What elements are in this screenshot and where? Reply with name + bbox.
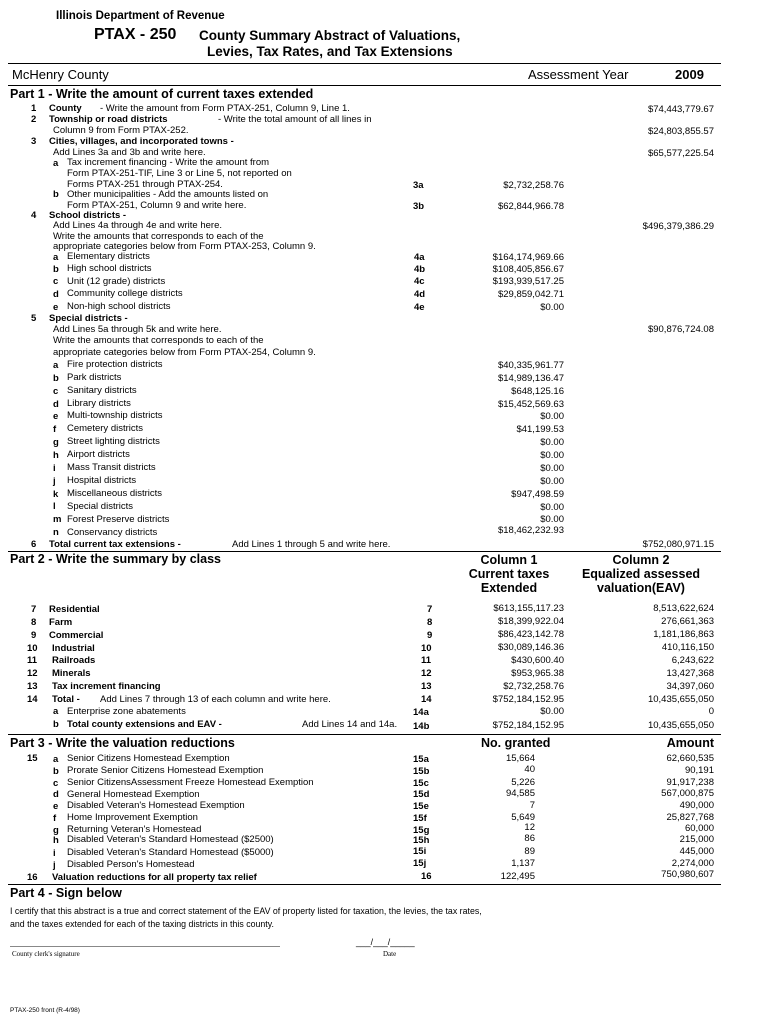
line-letter: n	[53, 527, 59, 538]
part3-title: Part 3 - Write the valuation reductions	[10, 736, 235, 750]
line-number: 10	[27, 643, 38, 654]
class-label: Commercial	[49, 630, 104, 641]
line-letter: a	[53, 706, 59, 717]
assessment-year-value: 2009	[675, 67, 704, 82]
reduction-granted: 1,137	[511, 858, 535, 869]
certification-line2: and the taxes extended for each of the taxing districts in this county.	[10, 919, 274, 929]
line3b-amount: $62,844,966.78	[497, 201, 564, 212]
special-district-label: Library districts	[67, 398, 131, 409]
line14-taxes: $752,184,152.95	[492, 694, 564, 705]
line-number: 7	[31, 604, 37, 615]
signature-label: County clerk's signature	[12, 950, 80, 958]
special-district-label: Cemetery districts	[67, 423, 144, 434]
special-district-label: Fire protection districts	[67, 359, 163, 370]
part2-title: Part 2 - Write the summary by class	[10, 552, 221, 566]
school-district-label: Community college districts	[67, 288, 183, 299]
line3-text: Add Lines 3a and 3b and write here.	[53, 147, 206, 158]
special-district-amount: $14,989,136.47	[497, 373, 564, 384]
school-district-label: Unit (12 grade) districts	[67, 276, 166, 287]
school-district-code: 4a	[414, 252, 425, 263]
line-letter: c	[53, 386, 59, 397]
assessment-year-label: Assessment Year	[528, 67, 629, 82]
class-code: 11	[421, 655, 432, 666]
class-taxes: $2,732,258.76	[503, 681, 564, 692]
special-district-amount: $648,125.16	[511, 386, 564, 397]
reduction-granted: 15,664	[505, 753, 535, 764]
reduction-label: Prorate Senior Citizens Homestead Exemption	[67, 765, 264, 776]
special-district-amount: $18,462,232.93	[497, 525, 564, 536]
line-number: 1	[31, 103, 37, 114]
line-letter: f	[53, 813, 57, 824]
class-eav: 276,661,363	[661, 616, 714, 627]
line-letter: h	[53, 835, 59, 846]
line2-amount: $24,803,855.57	[647, 126, 714, 137]
school-district-amount: $164,174,969.66	[492, 252, 564, 263]
special-district-amount: $0.00	[540, 463, 564, 474]
reduction-amount: 567,000,875	[661, 788, 714, 799]
reduction-granted: 7	[529, 800, 535, 811]
line4-text1: Add Lines 4a through 4e and write here.	[53, 220, 223, 231]
special-district-amount: $0.00	[540, 476, 564, 487]
reduction-amount: 60,000	[684, 823, 714, 834]
line16-granted: 122,495	[500, 871, 535, 882]
reduction-label: Senior Citizens Homestead Exemption	[67, 753, 230, 764]
form-title-line1: County Summary Abstract of Valuations,	[199, 28, 461, 43]
line16-amount: 750,980,607	[661, 869, 714, 880]
line-number: 4	[31, 210, 37, 221]
line-number: 2	[31, 114, 37, 125]
reduction-label: Disabled Veteran's Standard Homestead ($2500)	[67, 834, 274, 845]
line-letter: g	[53, 437, 59, 448]
reduction-amount: 62,660,535	[666, 753, 714, 764]
school-district-amount: $0.00	[540, 302, 564, 313]
line14a-label: Enterprise zone abatements	[67, 706, 186, 717]
class-label: Industrial	[52, 643, 95, 654]
line4-amount: $496,379,386.29	[642, 221, 714, 232]
part1-title: Part 1 - Write the amount of current taxes extended	[10, 87, 314, 101]
class-label: Railroads	[52, 655, 96, 666]
line-letter: d	[53, 789, 59, 800]
line6-label: Total current tax extensions -	[49, 539, 181, 550]
line-letter: d	[53, 289, 59, 300]
line-letter: a	[53, 360, 59, 371]
special-district-amount: $0.00	[540, 514, 564, 525]
line-letter: i	[53, 463, 56, 474]
reduction-code: 15a	[413, 754, 429, 765]
class-taxes: $86,423,142.78	[497, 629, 564, 640]
reduction-granted: 12	[524, 822, 535, 833]
line-letter: b	[53, 373, 59, 384]
line-letter: a	[53, 754, 59, 765]
line4-text3: appropriate categories below from Form PTAX-253, Column 9.	[53, 241, 316, 252]
reduction-amount: 91,917,238	[666, 777, 714, 788]
reduction-amount: 215,000	[679, 834, 714, 845]
special-district-label: Forest Preserve districts	[67, 514, 170, 525]
column1-header-line: Extended	[480, 581, 538, 595]
form-title-line2: Levies, Tax Rates, and Tax Extensions	[207, 44, 453, 59]
line2-text: - Write the total amount of all lines in	[218, 114, 372, 125]
reduction-label: Disabled Veteran's Standard Homestead ($5000)	[67, 847, 274, 858]
line16-label: Valuation reductions for all property tax relief	[52, 872, 257, 883]
line-number: 6	[31, 539, 37, 550]
line-letter: j	[53, 860, 56, 871]
special-district-amount: $0.00	[540, 437, 564, 448]
date-field[interactable]: ___/___/_____	[356, 937, 415, 947]
special-district-label: Hospital districts	[67, 475, 137, 486]
part2-divider	[8, 734, 721, 735]
column2-header-line: Equalized assessed	[581, 567, 701, 581]
special-district-amount: $41,199.53	[516, 424, 564, 435]
line14-label: Total -	[52, 694, 80, 705]
line3a-text2: Form PTAX-251-TIF, Line 3 or Line 5, not reported on	[67, 168, 292, 179]
line2-label: Township or road districts	[49, 114, 168, 125]
line3a-amount: $2,732,258.76	[503, 180, 564, 191]
special-district-amount: $0.00	[540, 411, 564, 422]
reduction-label: Home Improvement Exemption	[67, 812, 198, 823]
line-number: 16	[27, 872, 38, 883]
line2-text-cont: Column 9 from Form PTAX-252.	[53, 125, 189, 136]
reduction-granted: 40	[524, 764, 535, 775]
line-number: 9	[31, 630, 37, 641]
special-district-amount: $0.00	[540, 502, 564, 513]
reduction-amount: 490,000	[679, 800, 714, 811]
reduction-code: 15e	[413, 801, 429, 812]
reduction-code: 15j	[413, 858, 427, 869]
line-number: 11	[27, 655, 38, 666]
reduction-code: 15h	[413, 835, 430, 846]
school-district-label: Non-high school districts	[67, 301, 171, 312]
class-eav: 6,243,622	[671, 655, 714, 666]
part3-granted-header: No. granted	[481, 736, 551, 750]
line14b-eav: 10,435,655,050	[647, 720, 714, 731]
line-letter: l	[53, 501, 56, 512]
line-number: 13	[27, 681, 38, 692]
special-district-label: Special districts	[67, 501, 133, 512]
class-taxes: $953,965.38	[511, 668, 564, 679]
header-divider-top	[8, 63, 721, 64]
line3a-code: 3a	[413, 180, 424, 191]
form-revision-id: PTAX-250 front (R-4/98)	[10, 1007, 80, 1014]
line-letter: b	[53, 189, 59, 200]
line14-text: Add Lines 7 through 13 of each column and write here.	[100, 694, 331, 705]
line-letter: b	[53, 766, 59, 777]
reduction-granted: 89	[524, 846, 535, 857]
line1-amount: $74,443,779.67	[647, 104, 714, 115]
reduction-label: Senior CitizensAssessment Freeze Homestead Exemption	[67, 777, 314, 788]
reduction-label: Returning Veteran's Homestead	[67, 824, 202, 835]
line1-label: County	[49, 103, 82, 114]
school-district-amount: $108,405,856.67	[492, 264, 564, 275]
reduction-amount: 2,274,000	[671, 858, 714, 869]
county-name: McHenry County	[12, 67, 109, 82]
reduction-label: Disabled Veteran's Homestead Exemption	[67, 800, 245, 811]
column2-header-line: Column 2	[612, 553, 670, 567]
special-district-label: Park districts	[67, 372, 122, 383]
date-label: Date	[383, 950, 397, 958]
line-number: 15	[27, 753, 38, 764]
line14a-eav: 0	[708, 706, 714, 717]
line-number: 14	[27, 694, 38, 705]
column1-header-line: Column 1	[480, 553, 538, 567]
line3b-text1: Other municipalities - Add the amounts listed on	[67, 189, 269, 200]
line14a-code: 14a	[413, 707, 429, 718]
line14b-taxes: $752,184,152.95	[492, 720, 564, 731]
class-eav: 34,397,060	[666, 681, 714, 692]
special-district-label: Conservancy districts	[67, 527, 158, 538]
line-letter: k	[53, 489, 59, 500]
signature-line[interactable]	[10, 946, 280, 947]
reduction-amount: 445,000	[679, 846, 714, 857]
school-district-code: 4b	[414, 264, 426, 275]
line-letter: i	[53, 848, 56, 859]
line3a-text3: Forms PTAX-251 through PTAX-254.	[67, 179, 223, 190]
class-code: 12	[421, 668, 432, 679]
agency-name: Illinois Department of Revenue	[56, 10, 225, 22]
special-district-amount: $40,335,961.77	[497, 360, 564, 371]
line1-text: - Write the amount from Form PTAX-251, Column 9, Line 1.	[100, 103, 350, 114]
class-code: 13	[421, 681, 432, 692]
reduction-code: 15g	[413, 825, 430, 836]
special-district-amount: $0.00	[540, 450, 564, 461]
class-label: Minerals	[52, 668, 91, 679]
line-letter: g	[53, 825, 59, 836]
line5-amount: $90,876,724.08	[647, 324, 714, 335]
line-letter: d	[53, 399, 59, 410]
reduction-granted: 5,226	[511, 777, 535, 788]
school-district-label: Elementary districts	[67, 251, 150, 262]
special-district-label: Miscellaneous districts	[67, 488, 163, 499]
special-district-label: Mass Transit districts	[67, 462, 156, 473]
class-taxes: $18,399,922.04	[497, 616, 564, 627]
special-district-label: Airport districts	[67, 449, 130, 460]
line14b-code: 14b	[413, 721, 430, 732]
line3b-code: 3b	[413, 201, 425, 212]
line-number: 8	[31, 617, 37, 628]
line-letter: a	[53, 158, 59, 169]
class-taxes: $613,155,117.23	[493, 603, 564, 614]
line-number: 5	[31, 313, 37, 324]
reduction-granted: 86	[524, 833, 535, 844]
line-letter: h	[53, 450, 59, 461]
special-district-label: Street lighting districts	[67, 436, 160, 447]
class-code: 9	[427, 630, 433, 641]
header-divider-bottom	[8, 85, 721, 86]
column2-header-line: valuation(EAV)	[597, 581, 685, 595]
line5-text3: appropriate categories below from Form PTAX-254, Column 9.	[53, 347, 316, 358]
class-taxes: $30,089,146.36	[497, 642, 564, 653]
line4-text2: Write the amounts that corresponds to each of the	[53, 231, 264, 242]
reduction-amount: 25,827,768	[666, 812, 714, 823]
reduction-code: 15c	[413, 778, 429, 789]
line3b-text2: Form PTAX-251, Column 9 and write here.	[67, 200, 247, 211]
line3-label: Cities, villages, and incorporated towns -	[49, 136, 234, 147]
line-letter: e	[53, 411, 59, 422]
school-district-code: 4d	[414, 289, 426, 300]
line-letter: b	[53, 264, 59, 275]
reduction-label: Disabled Person's Homestead	[67, 859, 195, 870]
line14a-taxes: $0.00	[540, 706, 564, 717]
line4-label: School districts -	[49, 210, 127, 221]
line-letter: a	[53, 252, 59, 263]
line5-text1: Add Lines 5a through 5k and write here.	[53, 324, 222, 335]
class-eav: 8,513,622,624	[653, 603, 714, 614]
line16-code: 16	[421, 871, 432, 882]
special-district-label: Multi-township districts	[67, 410, 163, 421]
line-number: 12	[27, 668, 38, 679]
line6-amount: $752,080,971.15	[642, 539, 714, 550]
part2-column1-header	[448, 553, 570, 595]
class-eav: 13,427,368	[666, 668, 714, 679]
form-number: PTAX - 250	[94, 26, 177, 43]
line-letter: c	[53, 276, 59, 287]
reduction-granted: 5,649	[511, 812, 535, 823]
line-letter: f	[53, 424, 57, 435]
line3a-text1: Tax increment financing - Write the amount from	[67, 157, 270, 168]
reduction-code: 15d	[413, 789, 430, 800]
line14-eav: 10,435,655,050	[647, 694, 714, 705]
class-label: Residential	[49, 604, 100, 615]
part3-divider	[8, 884, 721, 885]
line14-code: 14	[421, 694, 432, 705]
line3-amount: $65,577,225.54	[647, 148, 714, 159]
class-eav: 410,116,150	[661, 642, 714, 653]
reduction-code: 15f	[413, 813, 427, 824]
reduction-granted: 94,585	[505, 788, 535, 799]
line5-label: Special districts -	[49, 313, 128, 324]
class-eav: 1,181,186,863	[653, 629, 714, 640]
column1-header-line: Current taxes	[468, 567, 550, 581]
line-number: 3	[31, 136, 37, 147]
part4-title: Part 4 - Sign below	[10, 886, 122, 900]
class-label: Tax increment financing	[52, 681, 161, 692]
line-letter: j	[53, 476, 56, 487]
line-letter: e	[53, 801, 59, 812]
reduction-code: 15b	[413, 766, 430, 777]
part2-column2-header	[567, 553, 715, 595]
line5-text2: Write the amounts that corresponds to each of the	[53, 335, 264, 346]
class-taxes: $430,600.40	[511, 655, 564, 666]
line-letter: m	[53, 514, 62, 525]
part3-amount-header: Amount	[666, 736, 714, 750]
special-district-amount: $15,452,569.63	[497, 399, 564, 410]
certification-line1: I certify that this abstract is a true and correct statement of the EAV of property listed for taxation, the levies, the tax rates,	[10, 906, 482, 916]
line-letter: b	[53, 719, 59, 730]
school-district-code: 4c	[414, 276, 425, 287]
reduction-label: General Homestead Exemption	[67, 789, 200, 800]
reduction-code: 15i	[413, 846, 427, 857]
school-district-label: High school districts	[67, 263, 152, 274]
line14b-label: Total county extensions and EAV -	[67, 719, 222, 730]
school-district-amount: $193,939,517.25	[492, 276, 564, 287]
class-code: 8	[427, 617, 433, 628]
line14b-text: Add Lines 14 and 14a.	[302, 719, 398, 730]
line6-text: Add Lines 1 through 5 and write here.	[232, 539, 391, 550]
class-code: 7	[427, 604, 433, 615]
special-district-label: Sanitary districts	[67, 385, 137, 396]
line-letter: e	[53, 302, 59, 313]
class-code: 10	[421, 643, 432, 654]
class-label: Farm	[49, 617, 73, 628]
reduction-amount: 90,191	[684, 765, 714, 776]
special-district-amount: $947,498.59	[511, 489, 564, 500]
school-district-code: 4e	[414, 302, 425, 313]
school-district-amount: $29,859,042.71	[497, 289, 564, 300]
line-letter: c	[53, 778, 59, 789]
